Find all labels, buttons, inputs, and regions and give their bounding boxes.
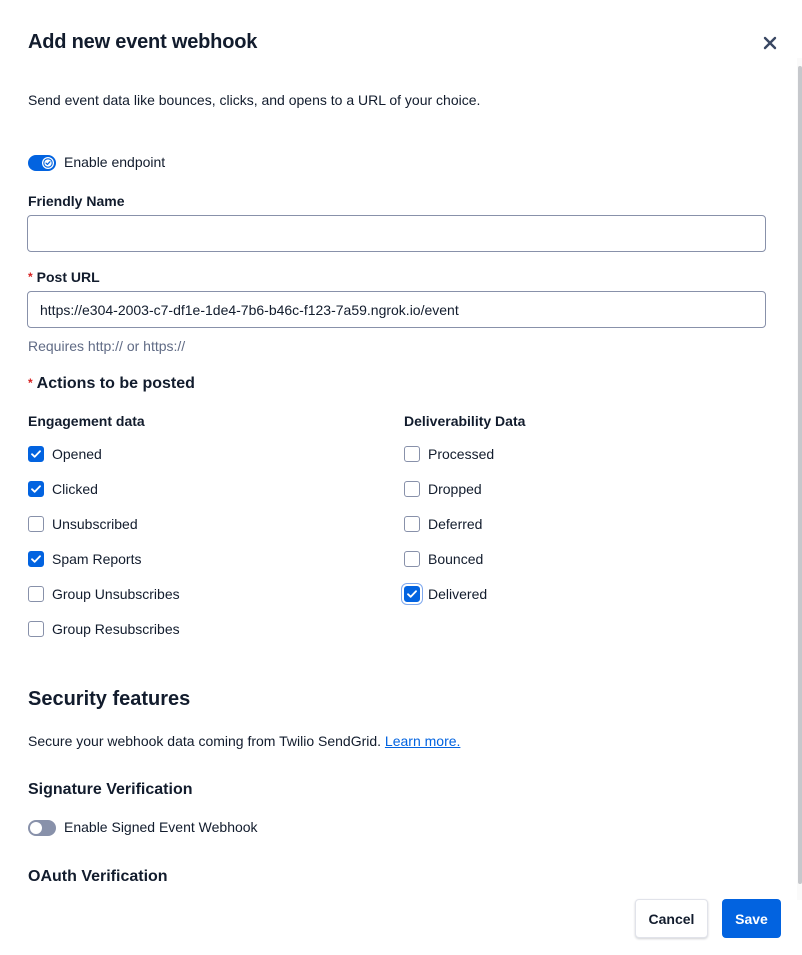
- checkbox-processed[interactable]: [404, 445, 494, 463]
- checkbox-box[interactable]: [404, 551, 420, 567]
- check-icon: [43, 158, 53, 168]
- checkbox-box[interactable]: [28, 446, 44, 462]
- post-url-label-text: Post URL: [36, 269, 100, 285]
- engagement-heading: Engagement data: [28, 413, 145, 429]
- checkbox-label: Unsubscribed: [52, 516, 138, 532]
- modal-description: Send event data like bounces, clicks, and opens to a URL of your choice.: [28, 92, 481, 108]
- checkmark-icon: [31, 555, 41, 563]
- friendly-name-label: Friendly Name: [28, 193, 125, 209]
- scrollbar-thumb[interactable]: [798, 66, 802, 884]
- checkbox-label: Clicked: [52, 481, 98, 497]
- learn-more-link[interactable]: Learn more.: [384, 733, 461, 749]
- actions-title: [28, 375, 195, 393]
- checkbox-label: Opened: [52, 446, 102, 462]
- checkbox-dropped[interactable]: [404, 480, 482, 498]
- signed-webhook-label: Enable Signed Event Webhook: [64, 819, 258, 835]
- signed-webhook-toggle[interactable]: [28, 820, 56, 836]
- post-url-help: Requires http:// or https://: [28, 338, 186, 354]
- checkbox-label: Group Resubscribes: [52, 621, 180, 637]
- checkbox-box[interactable]: [404, 481, 420, 497]
- required-mark: *: [28, 376, 33, 390]
- close-button[interactable]: [758, 31, 782, 55]
- checkbox-group-unsubscribes[interactable]: [28, 585, 180, 603]
- deliverability-heading: Deliverability Data: [404, 413, 526, 429]
- cancel-button[interactable]: Cancel: [635, 899, 708, 938]
- modal-title: Add new event webhook: [28, 31, 258, 53]
- required-mark: *: [28, 270, 33, 284]
- checkbox-label: Bounced: [428, 551, 484, 567]
- save-button[interactable]: Save: [722, 899, 781, 938]
- checkbox-label: Spam Reports: [52, 551, 142, 567]
- checkbox-label: Dropped: [428, 481, 482, 497]
- checkbox-box[interactable]: [28, 481, 44, 497]
- checkbox-box[interactable]: [28, 586, 44, 602]
- checkbox-deferred[interactable]: [404, 515, 482, 533]
- checkbox-box[interactable]: [28, 551, 44, 567]
- checkmark-icon: [31, 450, 41, 458]
- enable-endpoint-toggle[interactable]: [28, 155, 56, 171]
- checkbox-opened[interactable]: [28, 445, 102, 463]
- checkbox-box[interactable]: [404, 446, 420, 462]
- checkmark-icon: [407, 590, 417, 598]
- signature-verification-title: Signature Verification: [28, 781, 193, 798]
- checkbox-spam-reports[interactable]: [28, 550, 141, 568]
- enable-endpoint-label: Enable endpoint: [64, 154, 166, 170]
- checkmark-icon: [31, 485, 41, 493]
- checkbox-label: Delivered: [428, 586, 488, 602]
- checkbox-unsubscribed[interactable]: [28, 515, 138, 533]
- close-icon: [763, 36, 777, 50]
- checkbox-label: Deferred: [428, 516, 483, 532]
- friendly-name-input[interactable]: [27, 215, 766, 252]
- toggle-knob: [30, 822, 42, 834]
- checkbox-bounced[interactable]: [404, 550, 483, 568]
- checkbox-box[interactable]: [404, 586, 420, 602]
- checkbox-label: Processed: [428, 446, 495, 462]
- checkbox-delivered[interactable]: [404, 585, 487, 603]
- security-title: Security features: [28, 688, 191, 710]
- checkbox-clicked[interactable]: [28, 480, 98, 498]
- security-description-text: Secure your webhook data coming from Twilio SendGrid.: [28, 733, 382, 749]
- post-url-label: [28, 269, 100, 285]
- actions-title-text: Actions to be posted: [36, 375, 195, 392]
- checkbox-label: Group Unsubscribes: [52, 586, 180, 602]
- checkbox-box[interactable]: [28, 621, 44, 637]
- checkbox-box[interactable]: [28, 516, 44, 532]
- checkbox-group-resubscribes[interactable]: [28, 620, 180, 638]
- checkbox-box[interactable]: [404, 516, 420, 532]
- toggle-knob: [42, 157, 54, 169]
- post-url-input[interactable]: [27, 291, 766, 328]
- security-description: [28, 733, 460, 749]
- oauth-verification-title: OAuth Verification: [28, 868, 168, 885]
